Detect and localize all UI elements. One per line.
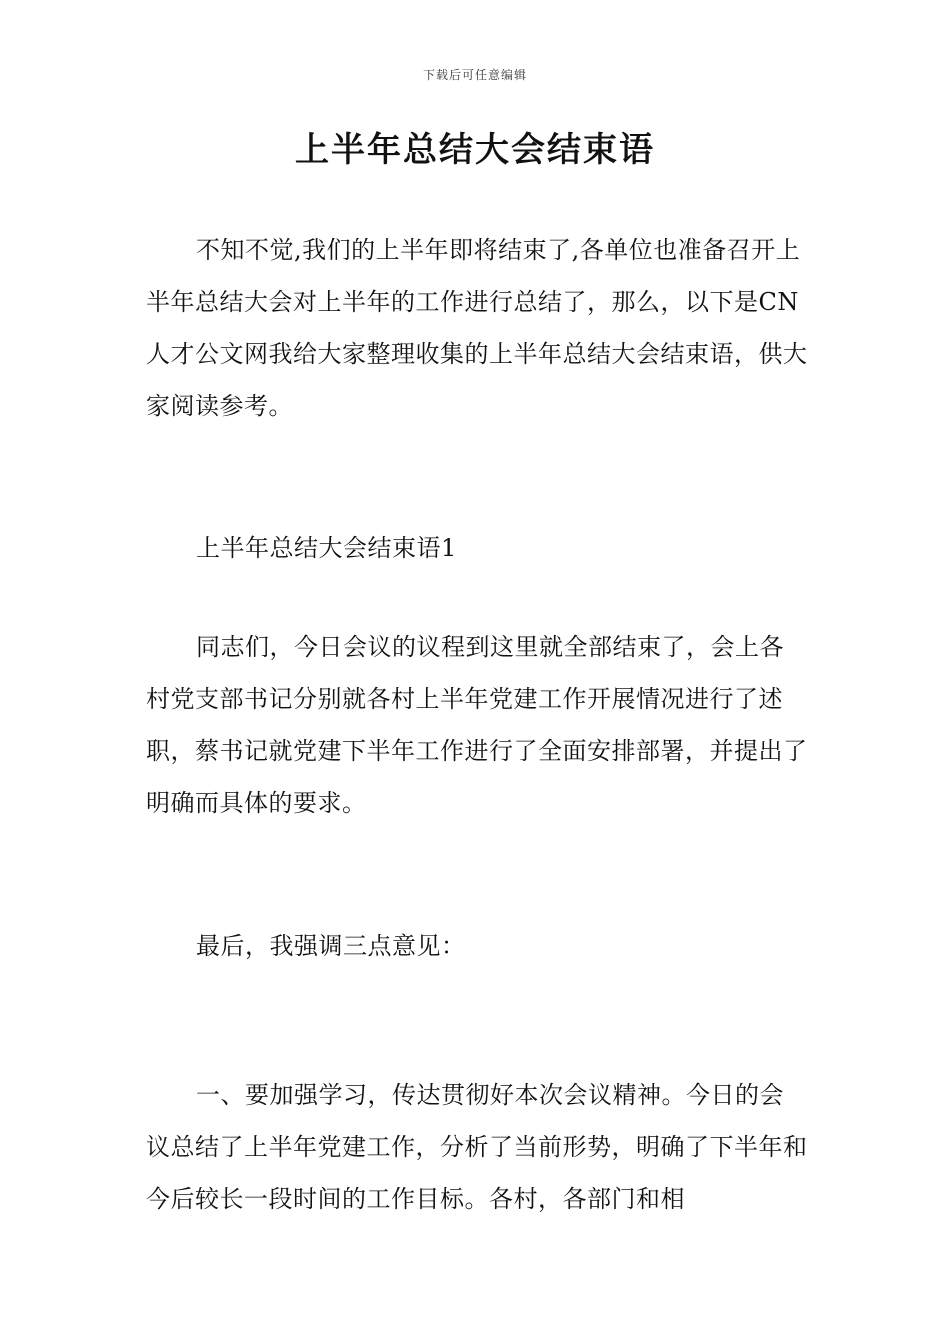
document-title: 上半年总结大会结束语 <box>295 130 655 170</box>
paragraph-three-points: 最后，我强调三点意见： <box>196 932 466 960</box>
header-note: 下载后可任意编辑 <box>422 68 527 82</box>
section-heading: 上半年总结大会结束语1 <box>196 534 457 562</box>
paragraph-intro: 不知不觉,我们的上半年即将结束了,各单位也准备召开上半年总结大会对上半年的工作进行总结了，那么，以下是CN人才公文网我给大家整理收集的上半年总结大会结束语，供大家阅读参考。 <box>146 236 808 420</box>
paragraph-meeting-summary: 同志们，今日会议的议程到这里就全部结束了，会上各村党支部书记分别就各村上半年党建工作开展情况进行了述职，蔡书记就党建下半年工作进行了全面安排部署，并提出了明确而具体的要求。 <box>146 633 808 817</box>
paragraph-point-one: 一、要加强学习，传达贯彻好本次会议精神。今日的会议总结了上半年党建工作，分析了当前形势，明确了下半年和今后较长一段时间的工作目标。各村，各部门和相 <box>146 1081 808 1213</box>
